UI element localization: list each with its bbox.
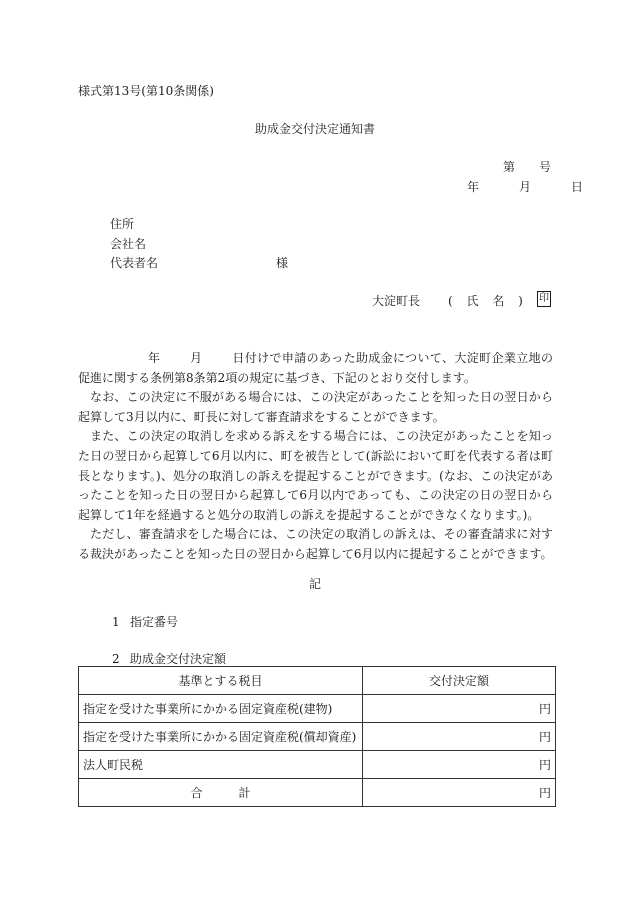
recipient-address-label: 住所 — [110, 217, 135, 231]
issuer-name-placeholder: ( 氏 名 ) — [448, 294, 523, 308]
body-month: 月 — [190, 351, 203, 365]
date-day: 日 — [571, 180, 584, 194]
row-amount-unit: 円 — [363, 751, 556, 779]
document-title: 助成金交付決定通知書 — [254, 122, 375, 136]
document-date — [467, 180, 583, 194]
date-year: 年 — [467, 180, 480, 194]
row-label: 指定を受けた事業所にかかる固定資産税(償却資産) — [79, 723, 363, 751]
body-paragraph-2: なお、この決定に不服がある場合には、この決定があったことを知った日の翌日から起算して3月以内に、町長に対して審査請求をすることができます。 — [78, 390, 553, 424]
body-year: 年 — [148, 351, 161, 365]
body-paragraph-1-text: 日付けで申請のあった助成金について、大淀町企業立地の促進に関する条例第8条第2項の規定に基づき、下記のとおり交付します。 — [78, 351, 553, 385]
total-amount-unit: 円 — [363, 779, 556, 807]
recipient-company-label: 会社名 — [110, 237, 147, 251]
total-label — [79, 779, 363, 807]
grant-amount-table — [78, 666, 556, 807]
item-grant-amount — [112, 652, 226, 666]
body-paragraph-4: ただし、審査請求をした場合には、この決定の取消しの訴えは、その審査請求に対する裁決があったことを知った日の翌日から起算して6月以内に提起することができます。 — [78, 527, 553, 561]
ki-heading: 記 — [308, 577, 321, 591]
row-amount-unit: 円 — [363, 723, 556, 751]
item-label: 指定番号 — [130, 615, 179, 629]
table-header-row — [79, 667, 556, 695]
item-number: 2 — [112, 652, 120, 666]
doc-number-suffix: 号 — [539, 160, 552, 174]
body-paragraph-3: また、この決定の取消しを求める訴えをする場合には、この決定があったことを知った日の翌日から起算して6月以内に、町を被告として(訴訟において町を代表する者は町長となります。)、処分の取消しの訴えを提起することができます。(なお、この決定があったことを知った日の翌日から起算して6月以内であっても、この決定の日の翌日から起算して1年を経過すると処分の取消しの訴えを提起することができなくなります。)。 — [78, 429, 553, 522]
item-designation-number — [112, 615, 178, 629]
date-month: 月 — [519, 180, 532, 194]
row-label: 法人町民税 — [79, 751, 363, 779]
row-label: 指定を受けた事業所にかかる固定資産税(建物) — [79, 695, 363, 723]
table-total-row — [79, 779, 556, 807]
seal-mark: 印 — [537, 291, 551, 307]
recipient-honorific: 様 — [276, 256, 289, 270]
body-paragraph-1 — [78, 349, 553, 388]
document-number — [503, 160, 551, 174]
issuer-line — [372, 294, 523, 308]
doc-number-prefix: 第 — [503, 160, 516, 174]
item-number: 1 — [112, 615, 120, 629]
item-label: 助成金交付決定額 — [130, 652, 227, 666]
total-label-2: 計 — [238, 786, 251, 800]
issuer-title: 大淀町長 — [372, 294, 421, 308]
table-row — [79, 695, 556, 723]
body-text — [78, 349, 553, 565]
header-grant-amount: 交付決定額 — [363, 667, 556, 695]
table-row — [79, 723, 556, 751]
header-tax-item: 基準とする税目 — [79, 667, 363, 695]
table-row — [79, 751, 556, 779]
form-number: 様式第13号(第10条関係) — [78, 84, 214, 98]
row-amount-unit: 円 — [363, 695, 556, 723]
recipient-representative-label: 代表者名 — [110, 256, 159, 270]
total-label-1: 合 — [190, 786, 203, 800]
